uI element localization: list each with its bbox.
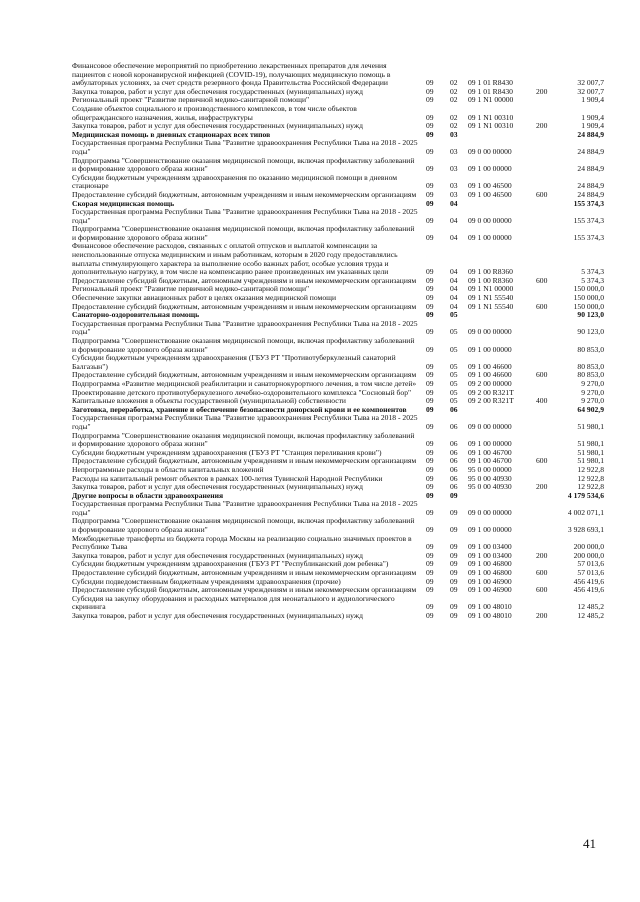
section-code: 09 xyxy=(426,129,434,139)
row-description: Подпрограмма "Совершенствование оказания медицинской помощи, включая профилактику заболеваний и формирование здорового образа жизни" xyxy=(72,336,415,354)
target-article-code: 09 1 N1 55540 xyxy=(468,293,514,303)
amount: 12 922,8 xyxy=(577,464,604,474)
amount: 200 000,0 xyxy=(573,542,604,552)
target-article-code: 95 0 00 40930 xyxy=(468,482,512,492)
subsection-code: 04 xyxy=(450,293,458,303)
row-description: Непрограммные расходы в области капитальных вложений xyxy=(72,464,264,474)
table-row xyxy=(72,320,604,337)
expense-type-code: 600 xyxy=(536,301,548,311)
table-row xyxy=(72,174,604,191)
section-code: 09 xyxy=(426,542,434,552)
expense-type-code: 600 xyxy=(536,370,548,380)
row-description: Капитальные вложения в объекты государственной (муниципальной) собственности xyxy=(72,396,346,406)
subsection-code: 02 xyxy=(450,112,458,122)
subsection-code: 05 xyxy=(450,396,458,406)
subsection-code: 05 xyxy=(450,378,458,388)
section-code: 09 xyxy=(426,482,434,492)
target-article-code: 09 1 00 48010 xyxy=(468,602,512,612)
target-article-code: 09 0 00 00000 xyxy=(468,146,512,156)
section-code: 09 xyxy=(426,370,434,380)
row-description: Подпрограмма "Совершенствование оказания медицинской помощи, включая профилактику заболеваний и формирование здорового образа жизни" xyxy=(72,430,415,449)
row-description: Предоставление субсидий бюджетным, автономным учреждениям и иным некоммерческим организациям xyxy=(72,568,417,578)
amount: 4 002 071,1 xyxy=(567,507,604,517)
target-article-code: 09 1 00 R8360 xyxy=(468,275,513,285)
target-article-code: 09 1 00 00000 xyxy=(468,164,512,174)
row-description: Предоставление субсидий бюджетным, автономным учреждениям и иным некоммерческим организациям xyxy=(72,301,417,311)
section-code: 09 xyxy=(426,121,434,131)
page-number: 41 xyxy=(583,836,596,851)
row-description: Закупка товаров, работ и услуг для обеспечения государственных (муниципальных) нужд xyxy=(72,611,363,620)
amount: 51 980,1 xyxy=(577,421,604,431)
row-description: Государственная программа Республики Тыва "Развитие здравоохранения Республики Тыва на 2018 - 2025 годы" xyxy=(72,499,418,517)
section-code: 09 xyxy=(426,378,434,388)
target-article-code: 09 1 00 R8360 xyxy=(468,267,513,277)
subsection-code: 04 xyxy=(450,232,458,242)
section-code: 09 xyxy=(426,559,434,569)
table-row xyxy=(72,105,604,122)
subsection-code: 02 xyxy=(450,95,458,105)
amount: 4 179 534,6 xyxy=(567,490,604,500)
table-row xyxy=(72,595,604,612)
subsection-code: 09 xyxy=(450,576,458,586)
subsection-code: 06 xyxy=(450,421,458,431)
table-row xyxy=(72,414,604,431)
target-article-code: 09 1 00 46700 xyxy=(468,447,512,457)
section-code: 09 xyxy=(426,78,434,88)
table-row xyxy=(72,62,604,88)
target-article-code: 09 1 00 46500 xyxy=(468,189,512,199)
target-article-code: 09 0 00 00000 xyxy=(468,327,512,337)
expense-type-code: 400 xyxy=(536,396,548,406)
section-code: 09 xyxy=(426,507,434,517)
target-article-code: 09 1 00 46800 xyxy=(468,568,512,578)
subsection-code: 09 xyxy=(450,490,458,500)
section-code: 09 xyxy=(426,189,434,199)
target-article-code: 09 1 00 03400 xyxy=(468,550,512,560)
section-code: 09 xyxy=(426,284,434,294)
row-description: Подпрограмма "Совершенствование оказания медицинской помощи, включая профилактику заболеваний и формирование здорового образа жизни" xyxy=(72,155,415,174)
target-article-code: 09 1 00 00000 xyxy=(468,439,512,449)
table-row xyxy=(72,535,604,552)
row-description: Подпрограмма "Совершенствование оказания медицинской помощи, включая профилактику заболеваний и формирование здорового образа жизни" xyxy=(72,224,415,242)
target-article-code: 09 0 00 00000 xyxy=(468,507,512,517)
target-article-code: 09 1 00 46600 xyxy=(468,361,512,371)
subsection-code: 02 xyxy=(450,86,458,96)
amount: 456 419,6 xyxy=(573,576,604,586)
section-code: 09 xyxy=(426,344,434,354)
section-code: 09 xyxy=(426,86,434,96)
row-description: Субсидии бюджетным учреждениям здравоохранения (ГБУЗ РТ "Республиканский дом ребенка") xyxy=(72,559,389,569)
row-description: Финансовое обеспечение расходов, связанных с оплатой отпусков и выплатой компенсации за неиспользованные отпуска медицинским и иным работникам, которым в 2020 году предоставлялись выплаты стимулирующего характера за выполнение особо важных работ, особые условия труда и дополнительную нагрузку, в том числе на компенсацию ранее произведенных им указанных цели xyxy=(72,241,398,277)
row-description: Предоставление субсидий бюджетным, автономным учреждениям и иным некоммерческим организациям xyxy=(72,370,417,380)
row-description: Государственная программа Республики Тыва "Развитие здравоохранения Республики Тыва на 2018 - 2025 годы" xyxy=(72,318,418,337)
expense-type-code: 600 xyxy=(536,275,548,285)
amount: 9 270,0 xyxy=(581,396,604,406)
section-code: 09 xyxy=(426,568,434,578)
row-description: Государственная программа Республики Тыва "Развитие здравоохранения Республики Тыва на 2018 - 2025 годы" xyxy=(72,138,418,156)
section-code: 09 xyxy=(426,361,434,371)
section-code: 09 xyxy=(426,447,434,457)
subsection-code: 04 xyxy=(450,284,458,294)
amount: 32 007,7 xyxy=(577,78,604,88)
target-article-code: 09 2 00 R321T xyxy=(468,396,514,406)
section-code: 09 xyxy=(426,146,434,156)
subsection-code: 06 xyxy=(450,447,458,457)
section-code: 09 xyxy=(426,215,434,225)
table-row xyxy=(72,337,604,354)
section-code: 09 xyxy=(426,327,434,337)
subsection-code: 03 xyxy=(450,164,458,174)
expense-type-code: 600 xyxy=(536,456,548,466)
amount: 12 485,2 xyxy=(577,602,604,612)
subsection-code: 06 xyxy=(450,482,458,492)
row-description: Предоставление субсидий бюджетным, автономным учреждениям и иным некоммерческим организациям xyxy=(72,456,417,466)
section-code: 09 xyxy=(426,421,434,431)
table-row xyxy=(72,354,604,371)
target-article-code: 09 1 00 46800 xyxy=(468,559,512,569)
row-description: Обеспечение закупки авиационных работ в целях оказания медицинской помощи xyxy=(72,293,337,303)
target-article-code: 09 1 N1 00000 xyxy=(468,284,514,294)
subsection-code: 09 xyxy=(450,568,458,578)
subsection-code: 06 xyxy=(450,464,458,474)
amount: 24 884,9 xyxy=(577,164,604,174)
section-code: 09 xyxy=(426,310,434,320)
subsection-code: 09 xyxy=(450,542,458,552)
subsection-code: 05 xyxy=(450,370,458,380)
subsection-code: 04 xyxy=(450,198,458,208)
subsection-code: 09 xyxy=(450,559,458,569)
row-description: Государственная программа Республики Тыва "Развитие здравоохранения Республики Тыва на 2018 - 2025 годы" xyxy=(72,207,418,225)
amount: 9 270,0 xyxy=(581,387,604,397)
subsection-code: 03 xyxy=(450,129,458,139)
table-row xyxy=(72,517,604,534)
row-description: Заготовка, переработка, хранение и обеспечение безопасности донорской крови и ее компонентов xyxy=(72,404,407,414)
section-code: 09 xyxy=(426,525,434,535)
section-code: 09 xyxy=(426,275,434,285)
amount: 90 123,0 xyxy=(577,310,604,320)
target-article-code: 09 1 00 46900 xyxy=(468,576,512,586)
section-code: 09 xyxy=(426,464,434,474)
subsection-code: 03 xyxy=(450,146,458,156)
subsection-code: 04 xyxy=(450,301,458,311)
section-code: 09 xyxy=(426,576,434,586)
row-description: Субсидии подведомственным бюджетным учреждениям здравоохранения (прочие) xyxy=(72,576,341,586)
expense-type-code: 200 xyxy=(536,121,548,131)
row-description: Скорая медицинская помощь xyxy=(72,198,175,208)
row-description: Субсидии бюджетным учреждениям здравоохранения (ГБУЗ РТ "Станция переливания крови") xyxy=(72,447,382,457)
expense-type-code: 600 xyxy=(536,585,548,595)
target-article-code: 95 0 00 00000 xyxy=(468,464,512,474)
amount: 155 374,3 xyxy=(573,198,604,208)
table-row xyxy=(72,225,604,242)
table-row xyxy=(72,208,604,225)
subsection-code: 03 xyxy=(450,189,458,199)
section-code: 09 xyxy=(426,95,434,105)
subsection-code: 02 xyxy=(450,121,458,131)
section-code: 09 xyxy=(426,456,434,466)
subsection-code: 02 xyxy=(450,78,458,88)
row-description: Подпрограмма «Развитие медицинской реабилитации и санаторнокурортного лечения, в том числе детей» xyxy=(72,378,417,388)
row-description: Предоставление субсидий бюджетным, автономным учреждениям и иным некоммерческим организациям xyxy=(72,189,417,199)
amount: 80 853,0 xyxy=(577,344,604,354)
amount: 90 123,0 xyxy=(577,327,604,337)
expense-type-code: 200 xyxy=(536,482,548,492)
amount: 80 853,0 xyxy=(577,370,604,380)
table-row xyxy=(72,242,604,276)
subsection-code: 05 xyxy=(450,310,458,320)
section-code: 09 xyxy=(426,181,434,191)
row-description: Закупка товаров, работ и услуг для обеспечения государственных (муниципальных) нужд xyxy=(72,121,363,131)
section-code: 09 xyxy=(426,387,434,397)
subsection-code: 09 xyxy=(450,525,458,535)
subsection-code: 03 xyxy=(450,181,458,191)
row-description: Субсидия на закупку оборудования и расходных материалов для неонатального и аудиологического скрининга xyxy=(72,593,395,612)
row-description: Создание объектов социального и производственного комплексов, в том числе объектов общегражданского назначения, жилья, инфраструктуры xyxy=(72,103,357,122)
section-code: 09 xyxy=(426,293,434,303)
row-description: Предоставление субсидий бюджетным, автономным учреждениям и иным некоммерческим организациям xyxy=(72,585,417,595)
target-article-code: 09 1 01 R8430 xyxy=(468,78,513,88)
target-article-code: 09 1 00 00000 xyxy=(468,232,512,242)
target-article-code: 09 1 00 46900 xyxy=(468,585,512,595)
row-description: Расходы на капитальный ремонт объектов в рамках 100-летия Тувинской Народной Республики xyxy=(72,473,383,483)
table-row xyxy=(72,139,604,156)
section-code: 09 xyxy=(426,473,434,483)
amount: 57 013,6 xyxy=(577,568,604,578)
section-code: 09 xyxy=(426,267,434,277)
section-code: 09 xyxy=(426,585,434,595)
section-code: 09 xyxy=(426,198,434,208)
section-code: 09 xyxy=(426,611,434,620)
amount: 1 909,4 xyxy=(581,112,604,122)
target-article-code: 09 1 00 48010 xyxy=(468,611,512,620)
row-description: Санаторно-оздоровительная помощь xyxy=(72,310,200,320)
target-article-code: 09 0 00 00000 xyxy=(468,215,512,225)
amount: 200 000,0 xyxy=(573,550,604,560)
section-code: 09 xyxy=(426,112,434,122)
subsection-code: 06 xyxy=(450,456,458,466)
row-description: Другие вопросы в области здравоохранения xyxy=(72,490,224,500)
amount: 24 884,9 xyxy=(577,129,604,139)
amount: 12 922,8 xyxy=(577,482,604,492)
target-article-code: 09 0 00 00000 xyxy=(468,421,512,431)
row-description: Проектирование детского противотуберкулезного лечебно-оздоровительного комплекса "Сосновый бор" xyxy=(72,387,412,397)
table-row xyxy=(72,157,604,174)
subsection-code: 04 xyxy=(450,275,458,285)
amount: 12 485,2 xyxy=(577,611,604,620)
amount: 32 007,7 xyxy=(577,86,604,96)
amount: 24 884,9 xyxy=(577,189,604,199)
subsection-code: 05 xyxy=(450,361,458,371)
expense-type-code: 600 xyxy=(536,189,548,199)
section-code: 09 xyxy=(426,602,434,612)
row-description: Финансовое обеспечение мероприятий по приобретению лекарственных препаратов для лечения пациентов с новой коронавирусной инфекцией (COVID-19), получающих медицинскую помощь в амбулаторных условиях, за счет средств резервного фонда Правительства Российской Федерации xyxy=(72,61,391,88)
amount: 24 884,9 xyxy=(577,146,604,156)
amount: 5 374,3 xyxy=(581,275,604,285)
amount: 1 909,4 xyxy=(581,121,604,131)
row-description: Региональный проект "Развитие первичной медико-санитарной помощи" xyxy=(72,95,310,105)
subsection-code: 06 xyxy=(450,473,458,483)
row-description: Закупка товаров, работ и услуг для обеспечения государственных (муниципальных) нужд xyxy=(72,86,363,96)
section-code: 09 xyxy=(426,490,434,500)
expense-type-code: 200 xyxy=(536,611,548,620)
target-article-code: 95 0 00 40930 xyxy=(468,473,512,483)
section-code: 09 xyxy=(426,301,434,311)
amount: 150 000,0 xyxy=(573,301,604,311)
target-article-code: 09 1 00 00000 xyxy=(468,344,512,354)
amount: 5 374,3 xyxy=(581,267,604,277)
amount: 24 884,9 xyxy=(577,181,604,191)
row-description: Закупка товаров, работ и услуг для обеспечения государственных (муниципальных) нужд xyxy=(72,482,363,492)
section-code: 09 xyxy=(426,404,434,414)
subsection-code: 04 xyxy=(450,267,458,277)
target-article-code: 09 2 00 R321T xyxy=(468,387,514,397)
section-code: 09 xyxy=(426,232,434,242)
row-description: Субсидии бюджетным учреждениям здравоохранения по оказанию медицинской помощи в дневном стационаре xyxy=(72,172,398,191)
amount: 51 980,1 xyxy=(577,456,604,466)
subsection-code: 05 xyxy=(450,344,458,354)
row-description: Медицинская помощь в дневных стационарах всех типов xyxy=(72,129,271,139)
section-code: 09 xyxy=(426,396,434,406)
target-article-code: 09 1 N1 00310 xyxy=(468,112,514,122)
row-description: Межбюджетные трансферты из бюджета города Москвы на реализацию социально значимых проектов в Республике Тыва xyxy=(72,533,412,552)
row-description: Закупка товаров, работ и услуг для обеспечения государственных (муниципальных) нужд xyxy=(72,550,363,560)
amount: 80 853,0 xyxy=(577,361,604,371)
target-article-code: 09 1 00 46500 xyxy=(468,181,512,191)
amount: 51 980,1 xyxy=(577,439,604,449)
target-article-code: 09 1 N1 55540 xyxy=(468,301,514,311)
subsection-code: 04 xyxy=(450,215,458,225)
subsection-code: 05 xyxy=(450,327,458,337)
amount: 3 928 693,1 xyxy=(567,525,604,535)
target-article-code: 09 1 01 R8430 xyxy=(468,86,513,96)
subsection-code: 09 xyxy=(450,585,458,595)
row-description: Региональный проект "Развитие первичной медико-санитарной помощи" xyxy=(72,284,310,294)
amount: 57 013,6 xyxy=(577,559,604,569)
subsection-code: 09 xyxy=(450,507,458,517)
amount: 64 902,9 xyxy=(577,404,604,414)
target-article-code: 09 1 00 46600 xyxy=(468,370,512,380)
amount: 150 000,0 xyxy=(573,293,604,303)
amount: 51 980,1 xyxy=(577,447,604,457)
row-description: Предоставление субсидий бюджетным, автономным учреждениям и иным некоммерческим организациям xyxy=(72,275,417,285)
budget-table xyxy=(72,62,604,621)
section-code: 09 xyxy=(426,164,434,174)
subsection-code: 06 xyxy=(450,404,458,414)
target-article-code: 09 1 00 46700 xyxy=(468,456,512,466)
subsection-code: 09 xyxy=(450,602,458,612)
table-row xyxy=(72,432,604,449)
row-description: Подпрограмма "Совершенствование оказания медицинской помощи, включая профилактику заболеваний и формирование здорового образа жизни" xyxy=(72,516,415,535)
target-article-code: 09 1 N1 00000 xyxy=(468,95,514,105)
row-description: Государственная программа Республики Тыва "Развитие здравоохранения Республики Тыва на 2018 - 2025 годы" xyxy=(72,413,418,431)
amount: 456 419,6 xyxy=(573,585,604,595)
subsection-code: 05 xyxy=(450,387,458,397)
subsection-code: 09 xyxy=(450,550,458,560)
target-article-code: 09 1 N1 00310 xyxy=(468,121,514,131)
subsection-code: 06 xyxy=(450,439,458,449)
amount: 150 000,0 xyxy=(573,284,604,294)
row-description: Субсидии бюджетным учреждениям здравоохранения (ГБУЗ РТ "Противотуберкулезный санаторий Балгазын") xyxy=(72,353,396,371)
target-article-code: 09 2 00 00000 xyxy=(468,378,512,388)
expense-type-code: 200 xyxy=(536,550,548,560)
table-row xyxy=(72,500,604,517)
amount: 155 374,3 xyxy=(573,232,604,242)
subsection-code: 09 xyxy=(450,611,458,620)
amount: 1 909,4 xyxy=(581,95,604,105)
amount: 155 374,3 xyxy=(573,215,604,225)
amount: 9 270,0 xyxy=(581,378,604,388)
expense-type-code: 600 xyxy=(536,568,548,578)
target-article-code: 09 1 00 00000 xyxy=(468,525,512,535)
target-article-code: 09 1 00 03400 xyxy=(468,542,512,552)
section-code: 09 xyxy=(426,550,434,560)
amount: 12 922,8 xyxy=(577,473,604,483)
table-row xyxy=(72,612,604,621)
expense-type-code: 200 xyxy=(536,86,548,96)
section-code: 09 xyxy=(426,439,434,449)
